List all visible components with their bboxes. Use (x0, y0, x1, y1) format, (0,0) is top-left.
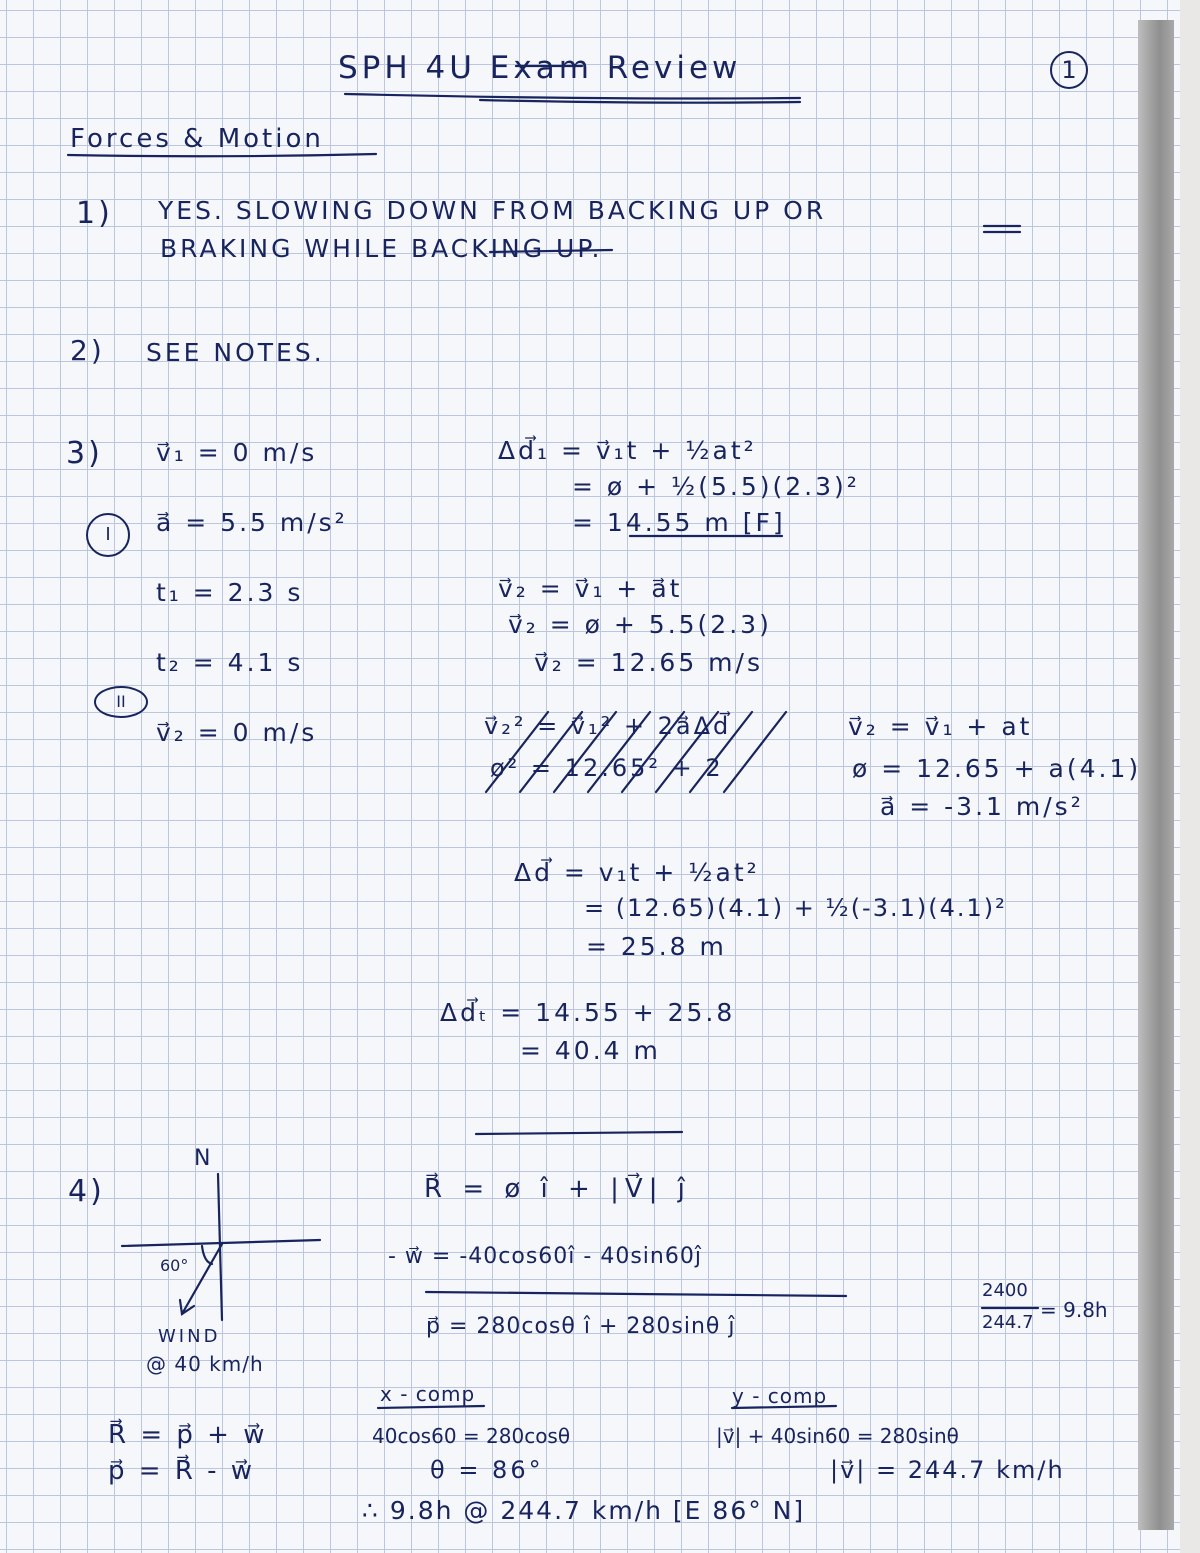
y-comp-underline (732, 1406, 836, 1408)
q4-component-sum-line (426, 1292, 846, 1296)
wind-angle-label: 60° (160, 1256, 189, 1275)
q3-v2-substitution: v⃗₂ = ø + 5.5(2.3) (508, 610, 772, 639)
page-title: SPH 4U Exam Review (338, 50, 742, 86)
q3-part-ii-marker: II (94, 686, 148, 718)
or-double-underline (984, 226, 1020, 232)
q3-total-result: = 40.4 m (520, 1036, 661, 1065)
q3-v2-result: v⃗₂ = 12.65 m/s (534, 648, 763, 677)
q3-number: 3) (66, 436, 103, 471)
q3-given-t2: t₂ = 4.1 s (156, 648, 304, 677)
q4-plane-components-line: p⃗ = 280cosθ î + 280sinθ ĵ (426, 1314, 736, 1339)
section-title: Forces & Motion (70, 124, 324, 154)
y-comp-speed: |v⃗| = 244.7 km/h (830, 1456, 1065, 1484)
q3-q4-separator (476, 1132, 682, 1134)
q3-v2-equation: v⃗₂ = v⃗₁ + a⃗t (498, 574, 683, 603)
q4-resultant-line: R⃗ = ø î + |V⃗| ĵ (424, 1174, 691, 1204)
title-underline (345, 94, 800, 99)
x-comp-equation: 40cos60 = 280cosθ (372, 1424, 571, 1448)
q1-answer-line-2: BRAKING WHILE BACKING UP. (160, 234, 603, 263)
q3-total-equation: Δd⃗ₜ = 14.55 + 25.8 (440, 998, 736, 1027)
q3-d2-result: = 25.8 m (586, 932, 727, 961)
compass-north-label: N (194, 1146, 214, 1171)
time-numerator: 2400 (982, 1280, 1028, 1301)
q3-given-v1: v⃗₁ = 0 m/s (156, 438, 318, 467)
q3-crossed-out-line-2: ø² = 12.65² + 2 (490, 754, 724, 782)
wind-angle-arc (202, 1246, 212, 1264)
wind-speed-label: @ 40 km/h (146, 1352, 264, 1376)
q4-number: 4) (68, 1174, 105, 1209)
q3-accel-substitution: ø = 12.65 + a(4.1) (852, 754, 1142, 783)
q1-strikeout (490, 250, 612, 252)
q3-d2-equation: Δd⃗ = v₁t + ½at² (514, 858, 760, 887)
q3-given-a: a⃗ = 5.5 m/s² (156, 508, 348, 537)
q3-d1-substitution: = ø + ½(5.5)(2.3)² (572, 472, 860, 501)
wind-vector (182, 1244, 222, 1314)
section-underline (68, 154, 376, 156)
time-result: = 9.8h (1040, 1298, 1108, 1322)
y-comp-label: y - comp (732, 1384, 828, 1408)
q3-crossed-out-line-1: v⃗₂² = v⃗₁² + 2a⃗Δd⃗ (484, 712, 732, 740)
page-number-circle: 1 (1050, 51, 1088, 89)
q4-vector-equation-1: R⃗ = p⃗ + w⃗ (108, 1420, 268, 1450)
q4-final-answer: ∴ 9.8h @ 244.7 km/h [E 86° N] (362, 1496, 806, 1525)
q1-number: 1) (76, 196, 113, 231)
title-double-underline (480, 100, 800, 103)
time-denominator: 244.7 (982, 1312, 1034, 1333)
q4-vector-equation-2: p⃗ = R⃗ - w⃗ (108, 1456, 256, 1486)
q2-answer: SEE NOTES. (146, 338, 325, 367)
q3-part-i-marker: I (86, 513, 130, 557)
q3-d2-substitution: = (12.65)(4.1) + ½(-3.1)(4.1)² (584, 894, 1007, 922)
q3-v2-cross-hatch (486, 712, 786, 792)
q3-d1-result: = 14.55 m [F] (572, 508, 786, 537)
x-comp-angle: θ = 86° (430, 1456, 544, 1484)
q3-d1-equation: Δd⃗₁ = v⃗₁t + ½at² (498, 436, 757, 465)
q3-accel-equation: v⃗₂ = v⃗₁ + at (848, 712, 1033, 741)
x-comp-label: x - comp (380, 1382, 476, 1406)
q4-wind-components-line: - w⃗ = -40cos60î - 40sin60ĵ (388, 1244, 702, 1269)
y-comp-equation: |v⃗| + 40sin60 = 280sinθ (716, 1424, 959, 1448)
x-comp-underline (378, 1406, 484, 1408)
q1-answer-line-1: YES. SLOWING DOWN FROM BACKING UP OR (158, 196, 827, 225)
q2-number: 2) (70, 334, 105, 367)
q3-given-v2: v⃗₂ = 0 m/s (156, 718, 318, 747)
wind-label: WIND (158, 1326, 221, 1347)
q3-accel-result: a⃗ = -3.1 m/s² (880, 792, 1084, 821)
q3-given-t1: t₁ = 2.3 s (156, 578, 304, 607)
